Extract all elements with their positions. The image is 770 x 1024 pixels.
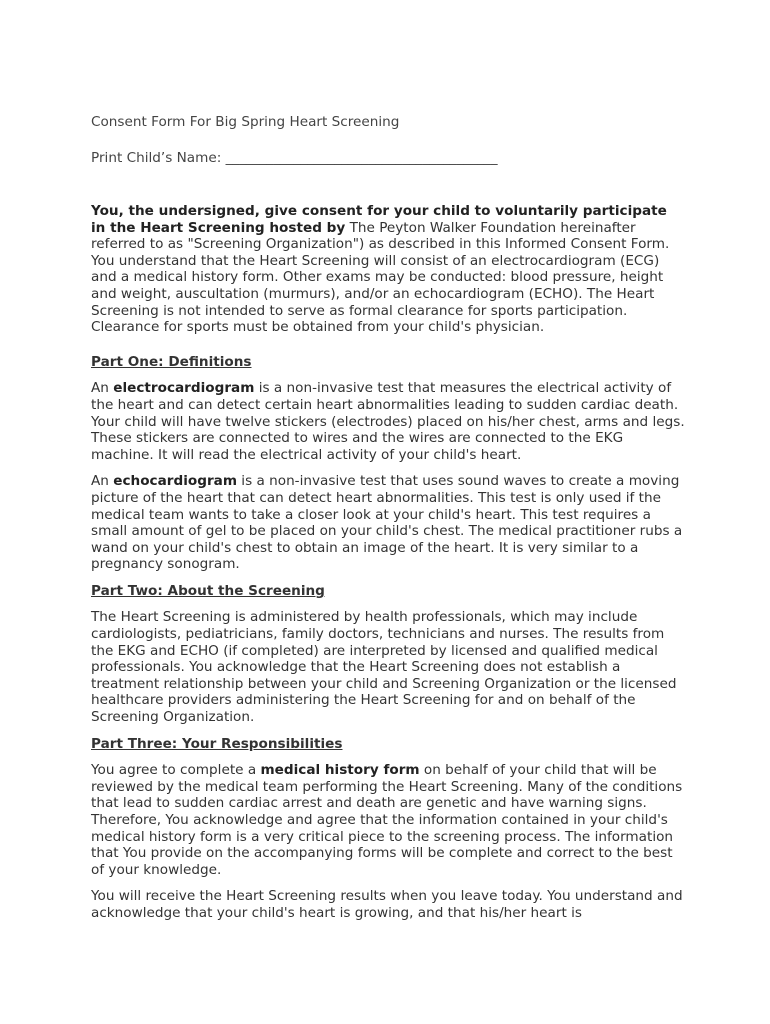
echo-text: is a non-invasive test that uses sound waves to create a moving picture of the heart that can detect heart abnormalities. This test is only used if the medical team wants to take a closer look at your child's heart. This test requires a small amount of gel to be placed on your child's chest. The medical practitioner rubs a wand on your child's chest to obtain an image of the heart. It is very similar to a pregnancy sonogram. bbox=[91, 473, 683, 573]
echo-definition bbox=[91, 473, 685, 573]
ecg-text: is a non-invasive test that measures the electrical activity of the heart and can detect certain heart abnormalities leading to sudden cardiac death. Your child will have twelve stickers (electrodes) placed on his/her chest, arms and legs. These stickers are connected to wires and the wires are connected to the EKG machine. It will read the electrical activity of your child's heart. bbox=[91, 380, 685, 463]
part-two-heading: Part Two: About the Screening bbox=[91, 582, 325, 599]
document-title: Consent Form For Big Spring Heart Screening bbox=[91, 114, 400, 130]
medical-history-text: on behalf of your child that will be reviewed by the medical team performing the Heart Screening. Many of the conditions that lead to sudden cardiac arrest and death are genetic and have warning signs. Therefore, You acknowledge and agree that the information contained in your child's medical history form is a very critical piece to the screening process. The information that You provide on the accompanying forms will be complete and correct to the best of your knowledge. bbox=[91, 762, 683, 878]
echo-prefix: An bbox=[91, 473, 114, 490]
medical-history-paragraph bbox=[91, 762, 685, 878]
part-two-paragraph: The Heart Screening is administered by health professionals, which may include cardiologists, pediatricians, family doctors, technicians and nurses. The results from the EKG and ECHO (if completed) are interpreted by licensed and qualified medical professionals. You acknowledge that the Heart Screening does not establish a treatment relationship between your child and Screening Organization or the licensed healthcare providers administering the Heart Screening for and on behalf of the Screening Organization. bbox=[91, 609, 677, 726]
consent-form-page bbox=[91, 113, 685, 932]
ecg-definition bbox=[91, 380, 685, 463]
medical-history-prefix: You agree to complete a bbox=[91, 762, 261, 779]
echo-term: echocardiogram bbox=[113, 473, 237, 490]
ecg-prefix: An bbox=[91, 380, 114, 397]
intro-paragraph bbox=[91, 203, 685, 336]
results-paragraph: You will receive the Heart Screening results when you leave today. You understand and acknowledge that your child's heart is growing, and that his/her heart is bbox=[91, 888, 683, 921]
intro-text: The Peyton Walker Foundation hereinafter referred to as "Screening Organization") as described in this Informed Consent Form. You understand that the Heart Screening will consist of an electrocardiogram (ECG) and a medical history form. Other exams may be conducted: blood pressure, height and weight, auscultation (murmurs), and/or an echocardiogram (ECHO). The Heart Screening is not intended to serve as formal clearance for sports participation. Clearance for sports must be obtained from your child's physician. bbox=[91, 219, 670, 336]
part-one-heading: Part One: Definitions bbox=[91, 353, 252, 370]
part-three-heading: Part Three: Your Responsibilities bbox=[91, 735, 343, 752]
ecg-term: electrocardiogram bbox=[113, 380, 255, 397]
child-name-field[interactable]: Print Child’s Name: ________________________________________ bbox=[91, 150, 498, 166]
intro-bold-text: You, the undersigned, give consent for your child to voluntarily participate in the Heart Screening hosted by bbox=[91, 203, 667, 236]
medical-history-term: medical history form bbox=[260, 762, 420, 779]
